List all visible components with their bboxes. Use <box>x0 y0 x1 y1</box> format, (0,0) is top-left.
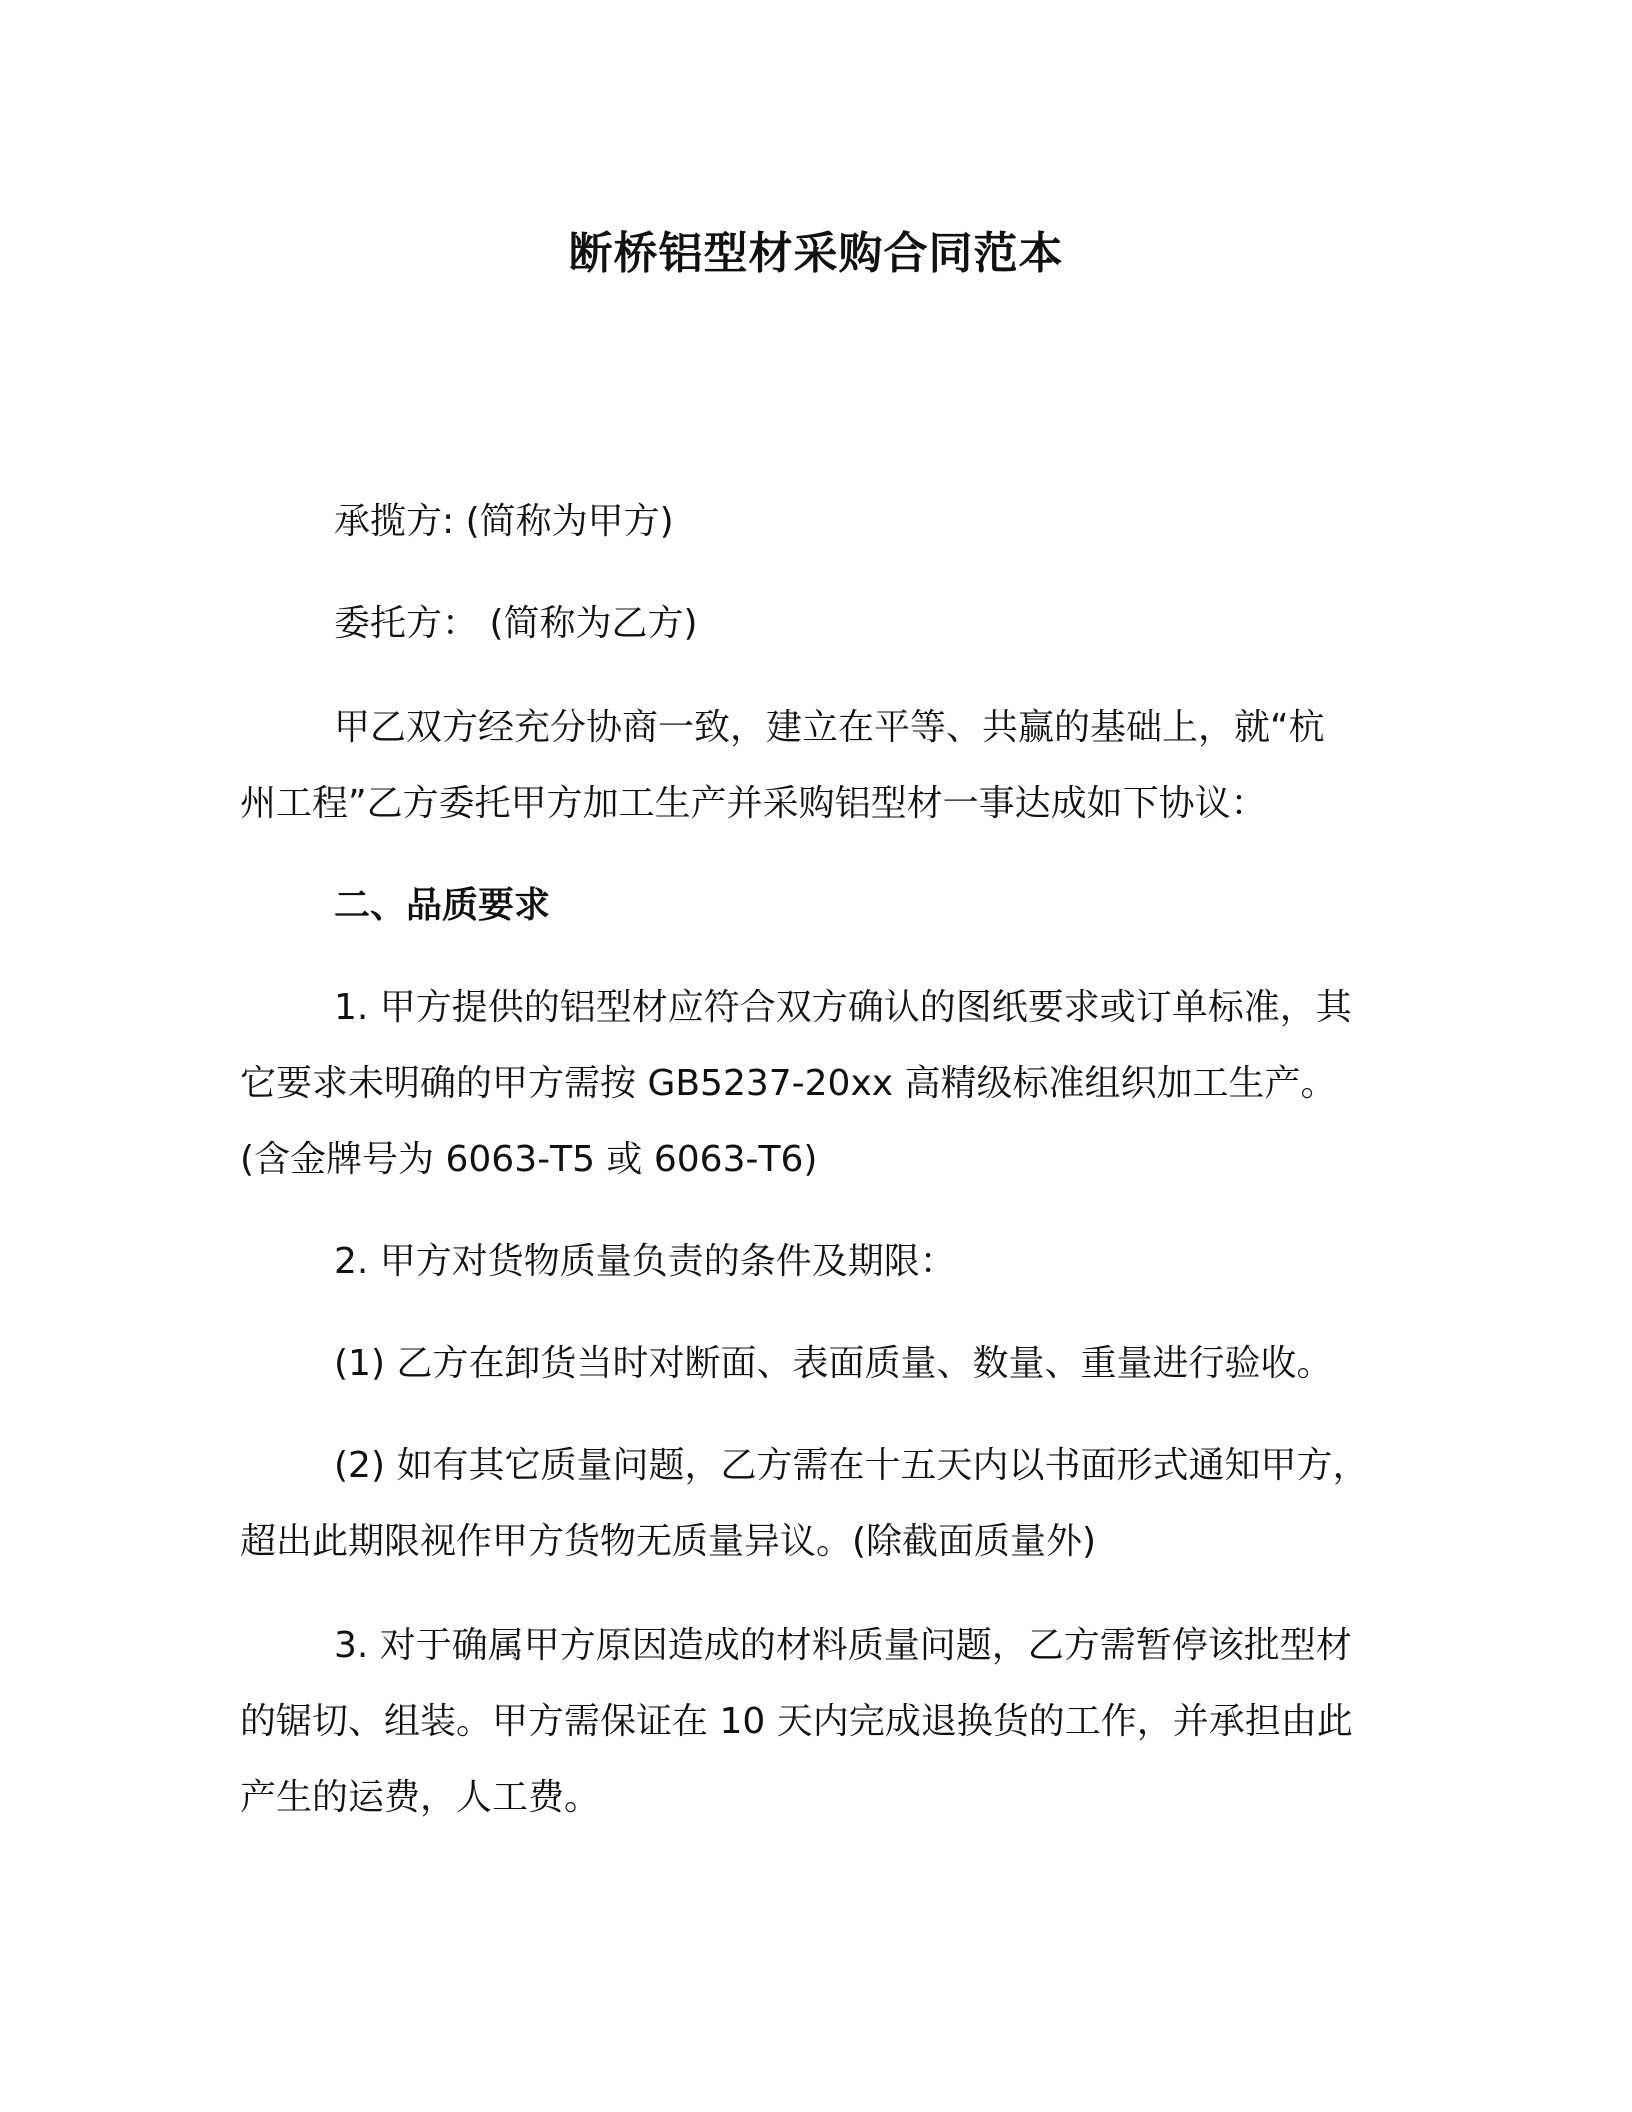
clause-2-item-2-line-1: (2) 如有其它质量问题，乙方需在十五天内以书面形式通知甲方， <box>334 1445 1369 1486</box>
clause-3-line-3: 产生的运费，人工费。 <box>240 1777 601 1818</box>
intro-line-1: 甲乙双方经充分协商一致，建立在平等、共赢的基础上，就“杭 <box>334 707 1325 748</box>
clause-2-item-1: (1) 乙方在卸货当时对断面、表面质量、数量、重量进行验收。 <box>334 1343 1333 1384</box>
section-heading: 二、品质要求 <box>334 885 551 926</box>
intro-line-2: 州工程”乙方委托甲方加工生产并采购铝型材一事达成如下协议： <box>240 783 1267 824</box>
clause-3-line-2: 的锯切、组装。甲方需保证在 10 天内完成退换货的工作，并承担由此 <box>240 1701 1353 1742</box>
clause-2-item-2-line-2: 超出此期限视作甲方货物无质量异议。(除截面质量外) <box>240 1521 1097 1562</box>
party-b-line: 委托方： (简称为乙方) <box>334 603 698 644</box>
party-a-line: 承揽方: (简称为甲方) <box>334 501 674 542</box>
clause-1-line-1: 1. 甲方提供的铝型材应符合双方确认的图纸要求或订单标准，其 <box>334 987 1352 1028</box>
clause-2-heading: 2. 甲方对货物质量负责的条件及期限： <box>334 1241 956 1282</box>
clause-3-line-1: 3. 对于确属甲方原因造成的材料质量问题，乙方需暂停该批型材 <box>334 1625 1352 1666</box>
document-title: 断桥铝型材采购合同范本 <box>568 228 1064 279</box>
clause-1-line-3: (含金牌号为 6063-T5 或 6063-T6) <box>240 1139 818 1180</box>
clause-1-line-2: 它要求未明确的甲方需按 GB5237-20xx 高精级标准组织加工生产。 <box>240 1063 1337 1104</box>
